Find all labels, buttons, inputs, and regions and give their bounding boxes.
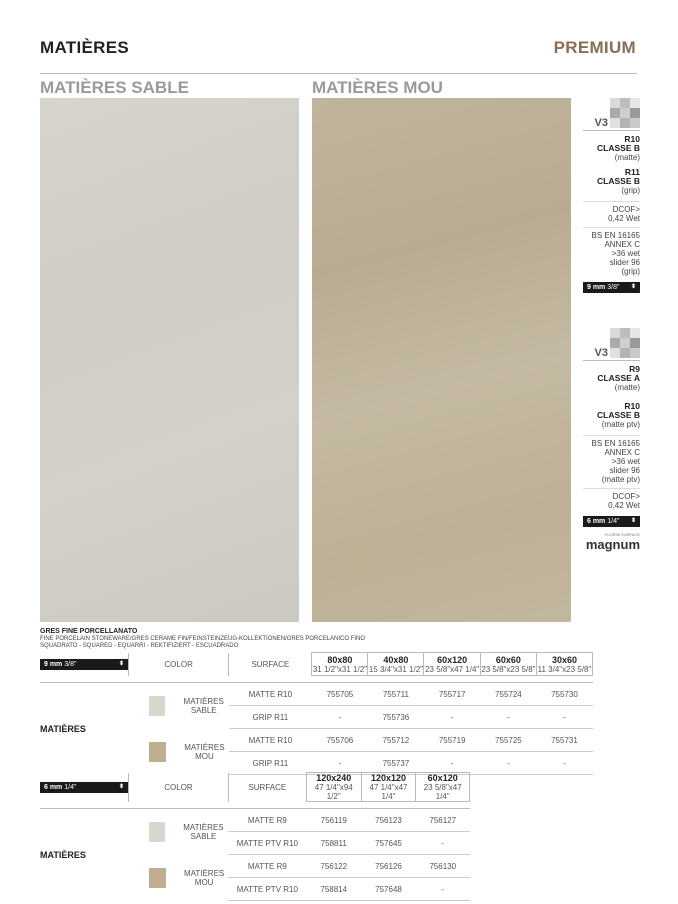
thickness-badge-table: 9 mm 3/8" ⬍ xyxy=(40,659,128,670)
product-table-6mm xyxy=(40,772,470,901)
code-cell: - xyxy=(536,752,592,775)
code-cell: 755706 xyxy=(312,729,368,752)
gres-title: GRES FINE PORCELLANATO xyxy=(40,628,138,635)
col-surface-header: SURFACE xyxy=(229,653,312,676)
side-specs-bottom xyxy=(583,328,640,551)
color-swatch xyxy=(129,729,229,775)
surface-cell: MATTE R10 xyxy=(229,729,312,752)
matte-label-2: (matte) xyxy=(614,383,640,392)
group-label: MATIÈRES xyxy=(40,849,86,860)
code-cell: 756119 xyxy=(306,809,361,832)
slip-r9: R9 xyxy=(629,364,640,374)
code-cell: - xyxy=(424,706,480,729)
surface-cell: MATTE PTV R10 xyxy=(228,832,306,855)
swatch-sable xyxy=(149,822,165,842)
dcof-value: 0,42 Wet xyxy=(608,214,640,223)
dcof-label: DCOF> xyxy=(612,205,640,214)
code-cell: 756123 xyxy=(361,809,416,832)
code-cell: - xyxy=(416,832,470,855)
matte-ptv-label: (matte ptv) xyxy=(601,420,640,429)
surface-cell: GRIP R11 xyxy=(229,706,312,729)
code-cell: 755705 xyxy=(312,683,368,706)
slip-r11: R11 xyxy=(624,167,640,177)
group-label: MATIÈRES xyxy=(40,723,86,734)
gres-subtitle: FINE PORCELAIN STONEWARE/GRES CERAME FIN/FEINSTEINZEUG-KOLLEKTIONEN/GRES PORCELANICO FINO SQUADRATO - SQUARED - EQUARRI - REKTIFIZIERT - ESCUADRADO xyxy=(40,636,366,649)
code-cell: 755737 xyxy=(368,752,424,775)
code-cell: 755724 xyxy=(480,683,536,706)
code-cell: - xyxy=(536,706,592,729)
product-table-9mm xyxy=(40,652,593,775)
swatch-mou xyxy=(149,742,167,762)
size-header: 60x60 23 5/8"x23 5/8" xyxy=(481,654,536,674)
grip-label-2: (grip) xyxy=(621,267,640,276)
side-specs-top xyxy=(583,98,640,293)
code-cell: - xyxy=(424,752,480,775)
slider-label-2: slider 96 xyxy=(609,466,640,475)
swatch-sable xyxy=(149,696,165,716)
code-cell: 755736 xyxy=(368,706,424,729)
thickness-arrow-icon: ⬍ xyxy=(630,284,636,290)
color-name: MATIÈRES MOU xyxy=(184,742,225,761)
code-cell: 756126 xyxy=(361,855,416,878)
class-b-3: CLASSE B xyxy=(597,410,640,420)
code-cell: 755712 xyxy=(368,729,424,752)
tile-image-mou xyxy=(312,98,571,622)
slip-r10-2: R10 xyxy=(624,401,640,411)
shade-variation-icon-2 xyxy=(610,328,640,358)
color-swatch xyxy=(129,809,229,855)
product-name-mou: MATIÈRES MOU xyxy=(312,78,443,97)
page-title: MATIÈRES xyxy=(40,38,129,57)
logo-caption: FLORIM SURFACE xyxy=(604,532,640,537)
code-cell: 756127 xyxy=(416,809,470,832)
color-swatch xyxy=(129,683,229,729)
size-header: 120x120 47 1/4"x47 1/4" xyxy=(361,773,416,802)
color-name: MATIÈRES MOU xyxy=(183,868,225,887)
annex-label-2: ANNEX C xyxy=(604,448,640,457)
surface-cell: MATTE R10 xyxy=(229,683,312,706)
class-a: CLASSE A xyxy=(597,373,640,383)
thickness-arrow-icon-2: ⬍ xyxy=(630,518,636,524)
code-cell: 755717 xyxy=(424,683,480,706)
thickness-arrow-icon: ⬍ xyxy=(118,660,124,667)
grip-label: (grip) xyxy=(621,186,640,195)
class-b-2: CLASSE B xyxy=(597,176,640,186)
product-name-sable: MATIÈRES SABLE xyxy=(40,78,189,97)
code-cell: 756130 xyxy=(416,855,470,878)
shade-variation-icon xyxy=(610,98,640,128)
code-cell: 755731 xyxy=(536,729,592,752)
matte-label: (matte) xyxy=(614,153,640,162)
thickness-badge-2: 6 mm 1/4" ⬍ xyxy=(583,516,640,527)
thickness-badge-table: 6 mm 1/4" ⬍ xyxy=(40,782,128,793)
v3-label: V3 xyxy=(594,117,608,129)
size-header: 60x120 23 5/8"x47 1/4" xyxy=(416,773,470,802)
surface-cell: MATTE R9 xyxy=(228,809,306,832)
swatch-mou xyxy=(149,868,166,888)
dcof-label-2: DCOF> xyxy=(612,492,640,501)
dcof-value-2: 0,42 Wet xyxy=(608,501,640,510)
header-divider xyxy=(40,73,637,74)
size-header: 80x80 31 1/2"x31 1/2" xyxy=(312,654,367,674)
col-color-header: COLOR xyxy=(129,773,229,802)
code-cell: - xyxy=(312,752,368,775)
v3-label-2: V3 xyxy=(594,347,608,359)
surface-cell: MATTE R9 xyxy=(228,855,306,878)
wet-label-2: >36 wet xyxy=(611,457,640,466)
code-cell: 756122 xyxy=(306,855,361,878)
code-cell: 758814 xyxy=(306,878,361,901)
size-header: 40x80 15 3/4"x31 1/2" xyxy=(368,654,423,674)
color-name: MATIÈRES SABLE xyxy=(183,696,224,715)
code-cell: 755730 xyxy=(536,683,592,706)
bs-label-2: BS EN 16165 xyxy=(591,439,640,448)
annex-label: ANNEX C xyxy=(604,240,640,249)
col-color-header: COLOR xyxy=(129,653,229,676)
size-header: 30x60 11 3/4"x23 5/8" xyxy=(537,654,592,674)
matte-ptv-label-2: (matte ptv) xyxy=(601,475,640,484)
code-cell: 758811 xyxy=(306,832,361,855)
class-b: CLASSE B xyxy=(597,143,640,153)
size-header: 60x120 23 5/8"x47 1/4" xyxy=(425,654,480,674)
slider-label: slider 96 xyxy=(609,258,640,267)
surface-cell: GRIP R11 xyxy=(229,752,312,775)
code-cell: - xyxy=(480,706,536,729)
tile-image-sable xyxy=(40,98,299,622)
color-swatch xyxy=(129,855,229,901)
color-name: MATIÈRES SABLE xyxy=(183,822,224,841)
bs-label: BS EN 16165 xyxy=(591,231,640,240)
wet-label: >36 wet xyxy=(611,249,640,258)
surface-cell: MATTE PTV R10 xyxy=(228,878,306,901)
slip-r10: R10 xyxy=(624,134,640,144)
magnum-logo: magnum xyxy=(585,537,640,552)
col-surface-header: SURFACE xyxy=(228,773,306,802)
code-cell: 755711 xyxy=(368,683,424,706)
code-cell: - xyxy=(416,878,470,901)
thickness-arrow-icon: ⬍ xyxy=(118,783,124,790)
code-cell: 757645 xyxy=(361,832,416,855)
code-cell: 757648 xyxy=(361,878,416,901)
code-cell: 755719 xyxy=(424,729,480,752)
code-cell: 755725 xyxy=(480,729,536,752)
thickness-badge: 9 mm 3/8" ⬍ xyxy=(583,282,640,293)
code-cell: - xyxy=(312,706,368,729)
brand-label: PREMIUM xyxy=(553,38,636,57)
size-header: 120x240 47 1/4"x94 1/2" xyxy=(306,773,361,802)
code-cell: - xyxy=(480,752,536,775)
